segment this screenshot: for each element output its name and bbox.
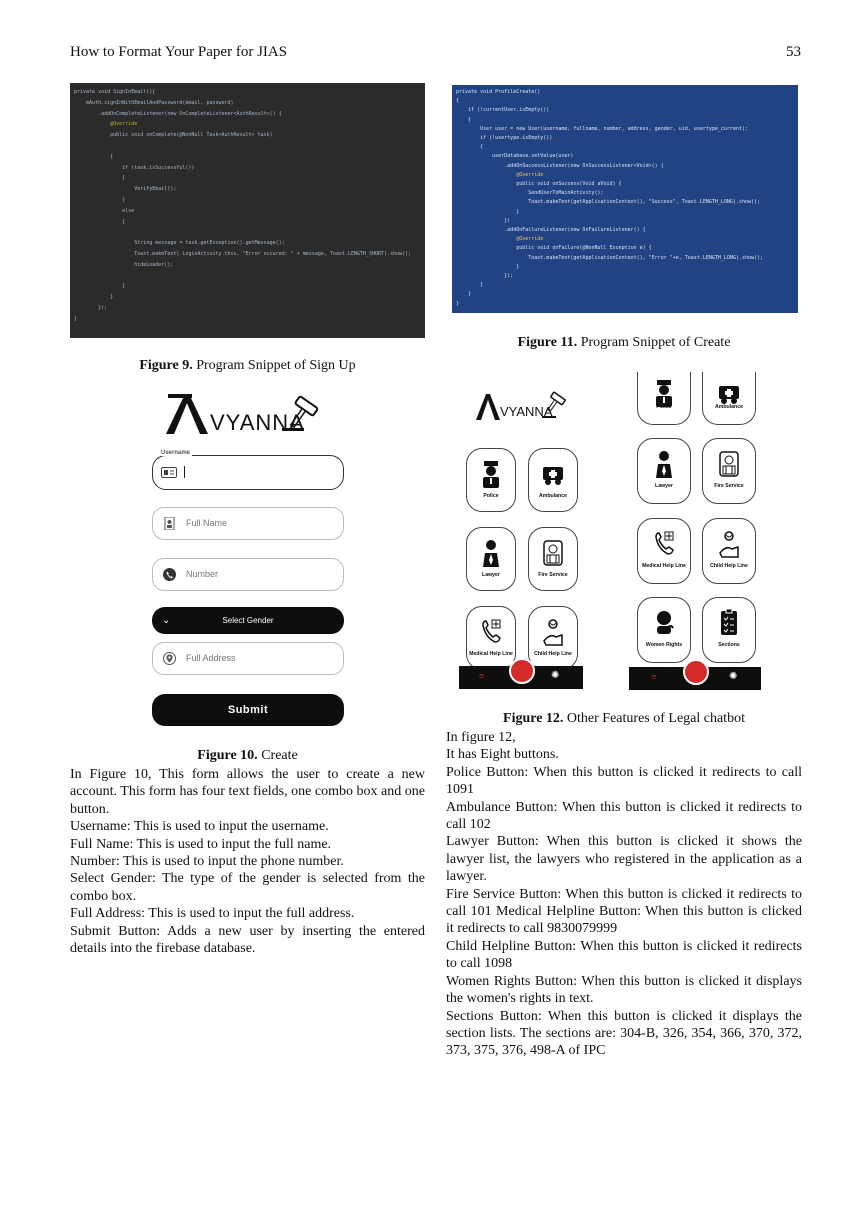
figure12-caption bbox=[446, 711, 802, 727]
feature-button-label: Child Help Line bbox=[710, 563, 748, 569]
paragraph: Child Helpline Button: When this button is clicked it redirects to call 1098 bbox=[446, 938, 802, 972]
phone-icon bbox=[163, 568, 176, 581]
sections-icon bbox=[718, 608, 740, 638]
chat-fab-icon[interactable] bbox=[683, 659, 709, 685]
feature-button-fire-service[interactable] bbox=[702, 438, 756, 504]
code-line: } bbox=[456, 300, 460, 307]
fire-service-icon bbox=[718, 449, 740, 479]
page-number: 53 bbox=[786, 44, 801, 60]
fire-service-icon bbox=[542, 538, 564, 568]
paragraph: Submit Button: Adds a new user by inserting the entered details into the firebase database. bbox=[70, 923, 425, 957]
paragraph: Number: This is used to input the phone number. bbox=[70, 854, 344, 870]
full-address-input[interactable] bbox=[152, 642, 344, 675]
code-line: } bbox=[456, 208, 520, 215]
code-line: } bbox=[74, 283, 126, 290]
code-line: SendUserToMainActivity(); bbox=[456, 190, 604, 197]
feature-button-label: Medical Help Line bbox=[642, 563, 686, 569]
code-line: { bbox=[74, 218, 126, 225]
code-line: Toast.makeText( LoginActivity.this, "Error occured: " + message, Toast.LENGTH_SHORT).show(); bbox=[74, 251, 412, 257]
feature-button-label: Fire Service bbox=[714, 483, 744, 489]
feature-button-medical-help-line[interactable] bbox=[637, 518, 691, 584]
code-line: @Override bbox=[74, 121, 138, 128]
paragraph: Fire Service Button: When this button is clicked it redirects to call 101 Medical Helpline Button: When this button is clicked it redirects to call 9830079999 bbox=[446, 886, 802, 937]
feature-button-child-help-line[interactable] bbox=[702, 518, 756, 584]
paragraph: Username: This is used to input the username. bbox=[70, 819, 329, 835]
code-line: @Override bbox=[456, 236, 544, 243]
number-placeholder: Number bbox=[186, 569, 219, 579]
code-line: User user = new User(username, fullname, number, address, gender, uid, usertype_current); bbox=[456, 125, 748, 132]
child-help-line-icon bbox=[718, 529, 740, 559]
figure10-caption bbox=[70, 748, 425, 764]
figure12-logo bbox=[470, 388, 580, 424]
code-line: public void onComplete(@NonNull Task<AuthResult> task) bbox=[74, 132, 273, 139]
feature-button-women-rights[interactable] bbox=[637, 597, 691, 663]
code-line: if (!currentUser.isEmpty()) bbox=[456, 107, 550, 114]
code-line: Toast.makeText(getApplicationContext(), "Success", Toast.LENGTH_LONG).show(); bbox=[456, 199, 761, 206]
chevron-down-icon: ⌄ bbox=[162, 615, 171, 626]
submit-button[interactable]: Submit bbox=[152, 694, 344, 726]
code-line: } bbox=[74, 315, 78, 322]
vyanna-logo-text: VYANNA bbox=[210, 410, 305, 435]
paragraph: Women Rights Button: When this button is clicked it displays the women's rights in text. bbox=[446, 973, 802, 1007]
code-line: if (task.isSuccessful()) bbox=[74, 164, 195, 171]
full-name-input[interactable] bbox=[152, 507, 344, 540]
feature-button-label: Fire Service bbox=[538, 572, 568, 578]
paragraph: In figure 12, bbox=[446, 730, 516, 745]
code-line: }); bbox=[456, 273, 514, 279]
lawyer-icon bbox=[480, 538, 502, 568]
feature-button-police[interactable] bbox=[466, 448, 516, 512]
select-gender-dropdown[interactable] bbox=[152, 607, 344, 634]
username-input[interactable] bbox=[152, 450, 344, 490]
full-name-placeholder: Full Name bbox=[186, 518, 228, 528]
person-badge-icon bbox=[163, 517, 176, 530]
figure10-caption-label: Figure 10. bbox=[197, 748, 258, 763]
paragraph: Ambulance Button: When this button is clicked it redirects to call 102 bbox=[446, 799, 802, 833]
code-line: hideLoader(); bbox=[74, 261, 174, 268]
figure12-caption-label: Figure 12. bbox=[503, 711, 564, 726]
code-line: public void onSuccess(Void aVoid) { bbox=[456, 181, 622, 187]
text-cursor bbox=[184, 466, 185, 478]
bottom-nav-bar bbox=[459, 666, 583, 689]
code-line: } bbox=[74, 294, 114, 301]
figure11-caption-text: Program Snippet of Create bbox=[577, 335, 731, 350]
full-address-placeholder: Full Address bbox=[186, 653, 236, 663]
code-line: { bbox=[456, 98, 460, 105]
paragraph: Select Gender: The type of the gender is selected from the combo box. bbox=[70, 871, 425, 904]
feature-button-ambulance[interactable] bbox=[528, 448, 578, 512]
women-rights-icon bbox=[653, 608, 675, 638]
code-line: { bbox=[456, 144, 484, 151]
feature-button-label: Medical Help Line bbox=[469, 651, 513, 657]
left-body-text bbox=[70, 766, 425, 957]
code-line: mAuth.signInWithEmailAndPassword(email, password) bbox=[74, 99, 234, 106]
code-line: else bbox=[74, 207, 135, 214]
figure11-code-snippet bbox=[452, 85, 798, 313]
figure12-caption-text: Other Features of Legal chatbot bbox=[563, 711, 745, 726]
paragraph: Lawyer Button: When this button is clicked it shows the lawyer list, the lawyers who registered in the application as a lawyer. bbox=[446, 834, 802, 885]
feature-button-police[interactable] bbox=[637, 372, 691, 425]
figure9-caption-text: Program Snippet of Sign Up bbox=[192, 358, 356, 373]
menu-list-icon[interactable]: ≡ bbox=[651, 672, 657, 683]
vyanna-logo-text: VYANNA bbox=[500, 404, 553, 419]
select-gender-label: Select Gender bbox=[222, 616, 274, 625]
running-header: How to Format Your Paper for JIAS bbox=[70, 44, 288, 60]
code-line: VerifyEmail(); bbox=[74, 186, 177, 193]
code-line: } bbox=[456, 291, 472, 298]
number-input[interactable] bbox=[152, 558, 344, 591]
chat-fab-icon[interactable] bbox=[509, 658, 535, 684]
paragraph: Sections Button: When this button is clicked it displays the section lists. The sections are: 304-B, 326, 354, 366, 370, 372, 373, 375, 376, 498-A of IPC bbox=[446, 1008, 802, 1059]
feature-button-fire-service[interactable] bbox=[528, 527, 578, 591]
code-line: public void onFailure(@NonNull Exception e) { bbox=[456, 245, 652, 252]
code-line: { bbox=[456, 116, 472, 123]
feature-button-label: Lawyer bbox=[482, 572, 500, 578]
figure11-caption-label: Figure 11. bbox=[517, 335, 578, 350]
settings-icon[interactable]: ✺ bbox=[729, 671, 738, 682]
figure10-logo bbox=[150, 388, 350, 438]
code-line: userDatabase.setValue(user) bbox=[456, 153, 574, 160]
figure9-code-snippet bbox=[70, 83, 425, 338]
feature-button-label: Ambulance bbox=[715, 404, 743, 410]
settings-icon[interactable]: ✺ bbox=[551, 670, 560, 681]
figure10-caption-text: Create bbox=[257, 748, 298, 763]
feature-button-label: Ambulance bbox=[539, 493, 567, 499]
feature-button-label: Police bbox=[483, 493, 499, 499]
code-line: Toast.makeText(getApplicationContext(), "Error "+e, Toast.LENGTH_LONG).show(); bbox=[456, 254, 764, 261]
code-line: } bbox=[456, 282, 484, 289]
lawyer-icon bbox=[653, 449, 675, 479]
id-card-icon bbox=[161, 467, 177, 478]
code-line: } bbox=[74, 197, 126, 203]
username-label: Username bbox=[161, 450, 191, 456]
feature-button-child-help-line[interactable] bbox=[528, 606, 578, 670]
police-icon bbox=[480, 459, 502, 489]
feature-button-label: Sections bbox=[718, 642, 740, 648]
feature-button-label: Police bbox=[656, 404, 672, 410]
child-help-line-icon bbox=[542, 617, 564, 647]
paragraph: Full Address: This is used to input the full address. bbox=[70, 906, 355, 922]
location-pin-icon bbox=[163, 652, 176, 665]
medical-help-line-icon bbox=[480, 617, 502, 647]
code-line: .addOnFailureListener(new OnFailureListener() { bbox=[456, 227, 646, 233]
ambulance-icon bbox=[542, 459, 564, 489]
feature-button-label: Lawyer bbox=[655, 483, 673, 489]
code-line: }); bbox=[74, 305, 108, 311]
code-line: private void ProfileCreate() bbox=[456, 89, 541, 95]
paragraph: Police Button: When this button is clicked it redirects to call 1091 bbox=[446, 764, 802, 798]
right-body-text bbox=[446, 729, 802, 1060]
paragraph: In Figure 10, This form allows the user to create a new account. This form has four text fields, one combo box and one button. bbox=[70, 767, 425, 817]
feature-button-lawyer[interactable] bbox=[637, 438, 691, 504]
code-line: private void SignInEmail(){ bbox=[74, 89, 156, 95]
code-line: }) bbox=[456, 217, 511, 224]
medical-help-line-icon bbox=[653, 529, 675, 559]
figure9-caption bbox=[70, 358, 425, 374]
bottom-nav-bar bbox=[629, 667, 761, 690]
feature-button-lawyer[interactable] bbox=[466, 527, 516, 591]
code-line: } bbox=[456, 263, 520, 270]
feature-button-label: Women Rights bbox=[645, 642, 683, 648]
code-line: String message = task.getException().getMessage(); bbox=[74, 240, 285, 247]
feature-button-ambulance[interactable] bbox=[702, 372, 756, 425]
code-line: @Override bbox=[456, 171, 544, 178]
code-line: .addOnCompleteListener(new OnCompleteListener<AuthResult>() { bbox=[74, 110, 282, 117]
figure11-caption bbox=[446, 335, 802, 351]
paragraph: Full Name: This is used to input the full name. bbox=[70, 836, 332, 852]
code-line: .addOnSuccessListener(new OnSuccessListener<Void>() { bbox=[456, 162, 664, 169]
code-line: if (!usertype.isEmpty()) bbox=[456, 135, 553, 141]
feature-button-sections[interactable] bbox=[702, 597, 756, 663]
feature-button-label: Child Help Line bbox=[534, 651, 572, 657]
menu-list-icon[interactable]: ≡ bbox=[479, 671, 485, 682]
figure9-caption-label: Figure 9. bbox=[139, 358, 193, 373]
code-line: { bbox=[74, 175, 126, 182]
code-line: { bbox=[74, 153, 114, 160]
paragraph: It has Eight buttons. bbox=[446, 747, 559, 763]
feature-button-medical-help-line[interactable] bbox=[466, 606, 516, 670]
